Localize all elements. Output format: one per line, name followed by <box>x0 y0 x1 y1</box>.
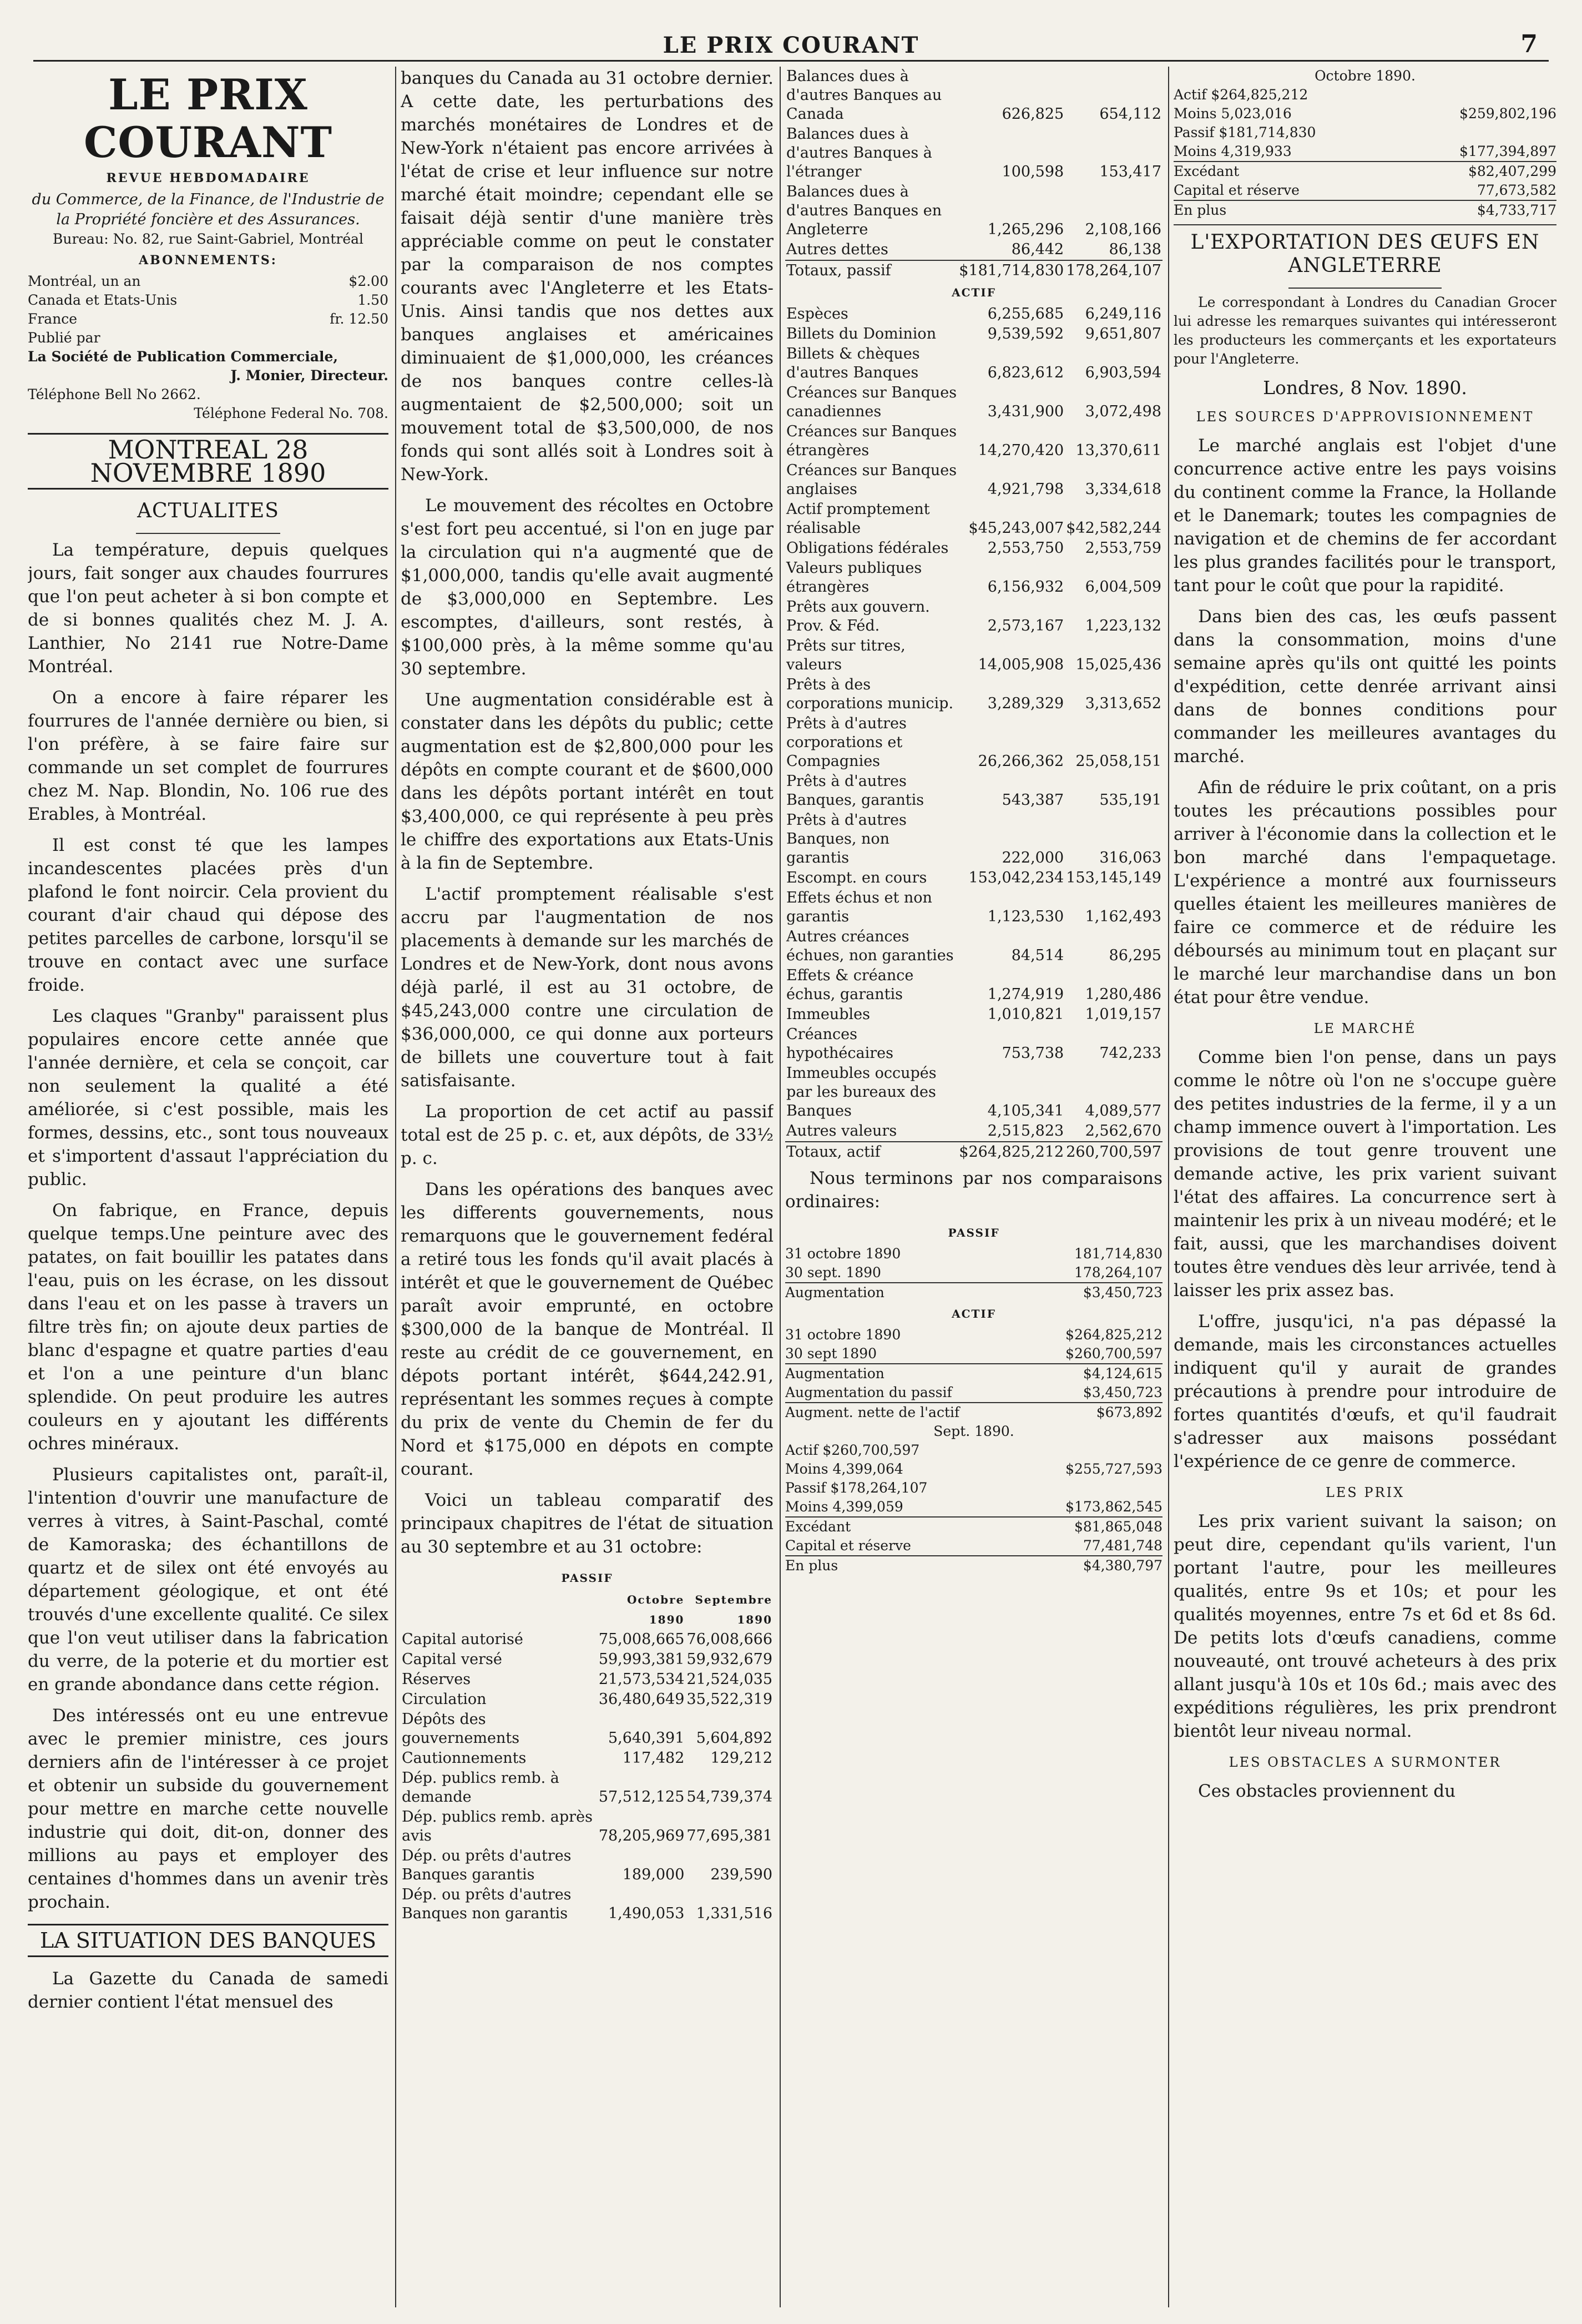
table-row: Actif promptement réalisable $45,243,007 $42,582,244 <box>786 501 1161 537</box>
divider <box>1174 224 1556 225</box>
summary-row: Augmentation $4,124,615 <box>785 1363 1163 1383</box>
phone-bell: Téléphone Bell No 2662. <box>28 386 201 402</box>
table-title: PASSIF <box>948 1226 1000 1239</box>
rate-row: France fr. 12.50 <box>28 311 388 327</box>
summary-row: 30 sept. 1890 178,264,107 <box>785 1264 1163 1281</box>
oct-title: Octobre 1890. <box>1315 68 1416 84</box>
summary-row: Moins 4,399,064 $255,727,593 <box>785 1461 1163 1477</box>
summary-row: En plus $4,380,797 <box>785 1555 1163 1575</box>
paragraph: Dans les opérations des banques avec les differents gouvernements, nous remarquons que le gouvernement fedéral a retiré tous les fonds qu'il avait placés à intérêt et que le gouvernement de Québec paraît avoir emprunté, en octobre $300,000 de la banque de Montréal. Il reste au crédit de ce gouvernement, en dépots portant intérêt, $644,242.91, représentant les sommes reçues à compte du prix de vente du Chemin de fer du Nord et $175,000 en dépots en compte courant. <box>401 1179 774 1479</box>
table-row: Réserves 21,573,534 21,524,035 <box>402 1671 772 1688</box>
section-heading: LA SITUATION DES BANQUES <box>28 1924 388 1957</box>
paragraph: Le mouvement des récoltes en Octobre s'est fort peu accentué, si l'on en juge par la circulation qui n'a augmenté que de $1,000,000, tandis qu'elle avait augmenté de $3,000,000 en Septembre. Les escomptes, d'ailleurs, sont restés, à $100,000 près, à la même somme qu'au 30 septembre. <box>401 496 774 679</box>
running-head <box>33 32 1549 62</box>
intro-paragraph: Le correspondant à Londres du Canadian Grocer lui adresse les remarques suivantes qui intéresseront les producteurs les commerçants et les exportateurs pour l'Angleterre. <box>1174 294 1556 367</box>
summary-row: 31 octobre 1890 $264,825,212 <box>785 1327 1163 1343</box>
table-title: ACTIF <box>952 286 996 299</box>
paragraph: Voici un tableau comparatif des principaux chapitres de l'état de situation au 30 septembre et au 31 octobre: <box>401 1490 774 1557</box>
table-row: Immeubles 1,010,821 1,019,157 <box>786 1006 1161 1023</box>
paragraph: Le marché anglais est l'objet d'une concurrence active entre les pays voisins du continent comme la France, la Hollande et le Danemark; toutes les compagnies de navigation et de chemins de fer accordant les plus grandes facilités pour le transport, tant pour le coût que pour la rapidité. <box>1174 436 1556 596</box>
paragraph: L'actif promptement réalisable s'est accru par l'augmentation de nos placements à demande sur les marchés de Londres et de New-York, dont nous avons déjà parlé, il est au 31 octobre, de $45,243,000 contre une circulation de $36,000,000, ce qui donne aux porteurs de billets une couverture tout à fait satisfaisante. <box>401 884 774 1091</box>
table-row: Balances dues à d'autres Banques à l'étranger 100,598 153,417 <box>786 125 1161 180</box>
column-3 <box>785 67 1163 2307</box>
paragraph: On fabrique, en France, depuis quelque temps.Une peinture avec des patates, on fait bouillir les patates dans l'eau, puis on les écrase, on les dissout dans l'eau et on les passe à travers un filtre très fin; on ajoute deux parties de blanc d'espagne et quatre parties d'eau et l'on a une peinture d'un blanc splendide. On peut produire les autres couleurs en y ajoutant les différents ochres minéraux. <box>28 1201 388 1454</box>
phone-federal: Téléphone Federal No. 708. <box>194 405 388 421</box>
table-row: Obligations fédérales 2,553,750 2,553,759 <box>786 540 1161 557</box>
passif-table: Octobre Septembre 1890 1890 Capital autorisé 75,008,665 76,008,666 Capital versé 59,993,381 59,932,679 Réserves 21,573,534 21,524,035 Circulation 36,480,649 35,522,319 Dépôts des gouvernements 5,640,391 5,604,892 Cautionnements 117,482 129,212 Dép. publics remb. à demande 57,512,125 54,739,374 Dép. publics remb. après avis 78,205,969 77,695,381 Dép. ou prêts d'autres Banques garantis 189,000 239,590 Dép. ou prêts d'autres Banques non garantis 1,490,053 1,331,516 <box>401 1590 774 1924</box>
table-row: Prêts à d'autres Banques, garantis 543,387 535,191 <box>786 773 1161 809</box>
table-row: Espèces 6,255,685 6,249,116 <box>786 305 1161 322</box>
rate-row: Montréal, un an $2.00 <box>28 273 388 289</box>
sept-title: Sept. 1890. <box>933 1423 1014 1439</box>
paragraph: Afin de réduire le prix coûtant, on a pris toutes les précautions possibles pour arriver à l'économie dans la collection et le bon marché dans l'empaquetage. L'expérience a montré aux fournisseurs quelles étaient les meilleures manières de faire ce commerce et de réduire les déboursés au minimum tout en plaçant sur le marché leur marchandise dans un bon état pour être vendue. <box>1174 778 1556 1007</box>
table-row: Dép. ou prêts d'autres Banques garantis 189,000 239,590 <box>402 1847 772 1883</box>
column-4 <box>1174 67 1556 2307</box>
summary-row: Capital et réserve 77,481,748 <box>785 1537 1163 1554</box>
paragraph: Comme bien l'on pense, dans un pays comme le nôtre où l'on ne s'occupe guère des petites industries de la ferme, il y a un champ immence ouvert à l'importation. Les provisions de tout genre trouvent une demande active, les prix varient suivant l'état des affaires. La concurrence sert à maintenir les prix à un niveau modéré; et le fait, aussi, que les marchandises doivent toutes être vendues dès leur arrivée, tend à laisser les prix assez bas. <box>1174 1047 1556 1300</box>
paragraph: Une augmentation considérable est à constater dans les dépôts du public; cette augmentation est de $2,800,000 pour les dépôts en compte courant et de $600,000 dans les dépôts portant intérêt en tout $3,400,000, ce qui représente à peu près le chiffre des exportations aux Etats-Unis à la fin de Septembre. <box>401 690 774 873</box>
summary-row: Augmentation $3,450,723 <box>785 1282 1163 1302</box>
table-row: Prêts à d'autres Banques, non garantis 222,000 316,063 <box>786 811 1161 866</box>
table-row: Cautionnements 117,482 129,212 <box>402 1750 772 1767</box>
table-row: Capital versé 59,993,381 59,932,679 <box>402 1651 772 1668</box>
dateline: MONTREAL 28 NOVEMBRE 1890 <box>28 433 388 490</box>
column-rule <box>780 67 781 2307</box>
paragraph: Il est const té que les lampes incandescentes placées près d'un plafond le font noircir. Cela provient du courant d'air chaud qui dépose des petites parcelles de carbone, lorsqu'il se trouve en contact avec une surface froide. <box>28 835 388 995</box>
paragraph: La température, depuis quelques jours, fait songer aux chaudes fourrures que l'on peut acheter à si bon compte et de si bonnes qualités chez M. J. A. Lanthier, No 2141 rue Notre-Dame Montréal. <box>28 540 388 677</box>
passif-table-continued <box>785 67 1163 281</box>
table-row: Créances sur Banques étrangères 14,270,420 13,370,611 <box>786 423 1161 459</box>
column-rule <box>395 67 396 2307</box>
total-row: Totaux, actif $264,825,212 260,700,597 <box>785 1142 1163 1162</box>
masthead-description: du Commerce, de la Finance, de l'Industrie de la Propriété foncière et des Assurances. <box>32 191 385 228</box>
table-row: Prêts à d'autres corporations et Compagnies 26,266,362 25,058,151 <box>786 715 1161 770</box>
paragraph: La proportion de cet actif au passif total est de 25 p. c. et, aux dépôts, de 33½ p. c. <box>401 1102 774 1168</box>
actif-table <box>785 304 1163 1162</box>
paragraph: Les prix varient suivant la saison; on peut dire, cependant qu'ils varient, l'un portant l'autre, pour les meilleures qualités, entre 9s et 10s; et pour les qualités moyennes, entre 7s et 6d et 8s 6d. De petits lots d'œufs canadiens, comme nouveauté, ont trouvé acheteurs à des prix allant jusqu'à 10s et 10s 6d.; mais avec des expéditions régulières, les prix prendront bientôt leur niveau normal. <box>1174 1511 1556 1741</box>
page-number: 7 <box>1520 30 1538 58</box>
table-row: Balances dues à d'autres Banques au Canada 626,825 654,112 <box>786 68 1161 123</box>
paragraph: Les claques "Granby" paraissent plus populaires encore cette année que l'année dernière, et cela se conçoit, car non seulement la qualité a été améliorée, si c'est possible, mais les formes, dessins, etc., sont tous nouveaux et s'importent d'assaut l'appréciation du public. <box>28 1006 388 1189</box>
summary-row: Moins 4,319,933 $177,394,897 <box>1174 143 1556 159</box>
summary-row: 30 sept 1890 $260,700,597 <box>785 1345 1163 1362</box>
bureau: Bureau: No. 82, rue Saint-Gabriel, Montréal <box>52 231 364 247</box>
paragraph: Ces obstacles proviennent du <box>1198 1781 1456 1801</box>
summary-row: Augmentation du passif $3,450,723 <box>785 1384 1163 1400</box>
running-title: LE PRIX COURANT <box>663 32 919 58</box>
paragraph: Dans bien des cas, les œufs passent dans la consommation, moins d'une semaine après qu'ils ont quitté les points d'expédition, cette denrée arrivant ainsi dans de bonnes conditions pour commander les meilleures avantages du marché. <box>1174 607 1556 767</box>
subheading: LE MARCHÉ <box>1313 1021 1417 1036</box>
table-row: Escompt. en cours 153,042,234 153,145,149 <box>786 869 1161 886</box>
column-rule <box>1168 67 1169 2307</box>
summary-row: Augment. nette de l'actif $673,892 <box>785 1402 1163 1422</box>
table-row: Effets échus et non garantis 1,123,530 1,162,493 <box>786 889 1161 925</box>
table-title: PASSIF <box>561 1571 613 1585</box>
table-row: Dép. publics remb. à demande 57,512,125 54,739,374 <box>402 1770 772 1806</box>
paragraph: Nous terminons par nos comparaisons ordinaires: <box>785 1168 1163 1212</box>
masthead-subtitle: REVUE HEBDOMADAIRE <box>106 171 310 185</box>
director: J. Monier, Directeur. <box>230 367 388 384</box>
paragraph: On a encore à faire réparer les fourrures de l'année dernière ou bien, si l'on préfère, à se faire faire sur commande un set complet de fourrures chez M. Nap. Blondin, No. 106 rue des Erables, à Montréal. <box>28 688 388 824</box>
column-2 <box>401 67 774 2307</box>
summary-row: 31 octobre 1890 181,714,830 <box>785 1246 1163 1262</box>
paragraph: banques du Canada au 31 octobre dernier. A cette date, les perturbations des marchés monétaires de Londres et de New-York n'étaient pas encore arrivées à l'état de crise et leur influence sur notre marché était moindre; cependant elle se faisait déjà sentir d'une manière très appréciable comme on peut le constater par la comparaison de nos comptes courants avec l'Angleterre et les Etats-Unis. Ainsi tandis que nos dettes aux banques anglaises et américaines diminuaient de $1,000,000, les créances de nos banques contre celles-là augmentaient de $2,500,000; soit un mouvement total de $3,500,000, de nos fonds qui sont allés soit à Londres soit à New-York. <box>401 68 774 485</box>
paragraph: La Gazette du Canada de samedi dernier contient l'état mensuel des <box>28 1969 388 2012</box>
table-row: Immeubles occupés par les bureaux des Banques 4,105,341 4,089,577 <box>786 1065 1161 1120</box>
masthead-title: LE PRIX COURANT <box>83 70 333 167</box>
divider <box>1288 288 1442 289</box>
summary-row: Actif $260,700,597 <box>785 1442 920 1458</box>
table-row: Autres créances échues, non garanties 84,514 86,295 <box>786 928 1161 964</box>
table-row: Créances sur Banques anglaises 4,921,798 3,334,618 <box>786 462 1161 498</box>
summary-row: Moins 4,399,059 $173,862,545 <box>785 1499 1163 1515</box>
table-row: Autres dettes 86,442 86,138 <box>786 241 1161 258</box>
total-row: Totaux, passif $181,714,830 178,264,107 <box>785 260 1163 281</box>
table-row: Prêts sur titres, valeurs 14,005,908 15,025,436 <box>786 637 1161 673</box>
rate-row: Canada et Etats-Unis 1.50 <box>28 292 388 308</box>
table-row: Créances hypothécaires 753,738 742,233 <box>786 1026 1161 1062</box>
table-row: Créances sur Banques canadiennes 3,431,900 3,072,498 <box>786 384 1161 420</box>
summary-row: Excédant $82,407,299 <box>1174 161 1556 181</box>
dateline: Londres, 8 Nov. 1890. <box>1263 377 1467 399</box>
table-row: Balances dues à d'autres Banques en Angleterre 1,265,296 2,108,166 <box>786 183 1161 238</box>
column-1 <box>28 67 388 2307</box>
table-row: Billets & chèques d'autres Banques 6,823,612 6,903,594 <box>786 345 1161 381</box>
subheading: LES PRIX <box>1325 1485 1405 1500</box>
summary-row: En plus $4,733,717 <box>1174 200 1556 220</box>
table-row: Dép. ou prêts d'autres Banques non garantis 1,490,053 1,331,516 <box>402 1886 772 1922</box>
subheading: LES SOURCES D'APPROVISIONNEMENT <box>1196 409 1534 425</box>
table-row: Dép. publics remb. après avis 78,205,969 77,695,381 <box>402 1808 772 1844</box>
article-heading: L'EXPORTATION DES ŒUFS EN ANGLETERRE <box>1190 231 1540 277</box>
table-row: Billets du Dominion 9,539,592 9,651,807 <box>786 325 1161 342</box>
paragraph: Plusieurs capitalistes ont, paraît-il, l'intention d'ouvrir une manufacture de verres à vitres, à Saint-Paschal, comté de Kamoraska; des échantillons de quartz et de silex ont été envoyés au département géologique, et ont été trouvés d'une excellente qualité. Ce silex que l'on veut utiliser dans la fabrication du verre, de la poterie et du mortier est en grande abondance dans cette région. <box>28 1465 388 1695</box>
summary-row: Actif $264,825,212 <box>1174 87 1308 103</box>
paragraph: L'offre, jusqu'ici, n'a pas dépassé la demande, mais les circonstances actuelles indiquent qu'il y aurait de grandes précautions à prendre pour introduire de fortes quantités d'œufs, et qu'il faudrait s'adresser aux maisons possédant l'expérience de ce genre de commerce. <box>1174 1312 1556 1471</box>
divider <box>136 533 280 534</box>
summary-row: Excédant $81,865,048 <box>785 1516 1163 1536</box>
table-row: Dépôts des gouvernements 5,640,391 5,604,892 <box>402 1711 772 1747</box>
publisher: La Société de Publication Commerciale, <box>28 349 338 365</box>
summary-row: Moins 5,023,016 $259,802,196 <box>1174 105 1556 122</box>
table-title: ACTIF <box>952 1307 996 1320</box>
summary-row: Capital et réserve 77,673,582 <box>1174 182 1556 198</box>
summary-row: Passif $178,264,107 <box>785 1480 928 1496</box>
table-row: Circulation 36,480,649 35,522,319 <box>402 1691 772 1708</box>
published-by: Publié par <box>28 330 100 346</box>
table-row: Autres valeurs 2,515,823 2,562,670 <box>786 1122 1161 1140</box>
subheading: LES OBSTACLES A SURMONTER <box>1229 1755 1502 1770</box>
table-row: Prêts à des corporations municip. 3,289,329 3,313,652 <box>786 676 1161 712</box>
table-row: Capital autorisé 75,008,665 76,008,666 <box>402 1631 772 1648</box>
paragraph: Des intéressés ont eu une entrevue avec le premier ministre, ces jours derniers afin de l'intéresser à ce projet et obtenir un subside du gouvernement pour mettre en marche cette nouvelle industrie qui doit, dit-on, donner des millions au pays et employer des centaines d'hommes dans un avenir très prochain. <box>28 1706 388 1912</box>
table-row: Prêts aux gouvern. Prov. & Féd. 2,573,167 1,223,132 <box>786 598 1161 634</box>
table-row: Valeurs publiques étrangères 6,156,932 6,004,509 <box>786 559 1161 596</box>
summary-row: Passif $181,714,830 <box>1174 124 1316 140</box>
table-row: Effets & créance échus, garantis 1,274,919 1,280,486 <box>786 967 1161 1003</box>
subscriptions-label: ABONNEMENTS: <box>139 253 277 268</box>
section-heading: ACTUALITES <box>137 500 279 522</box>
